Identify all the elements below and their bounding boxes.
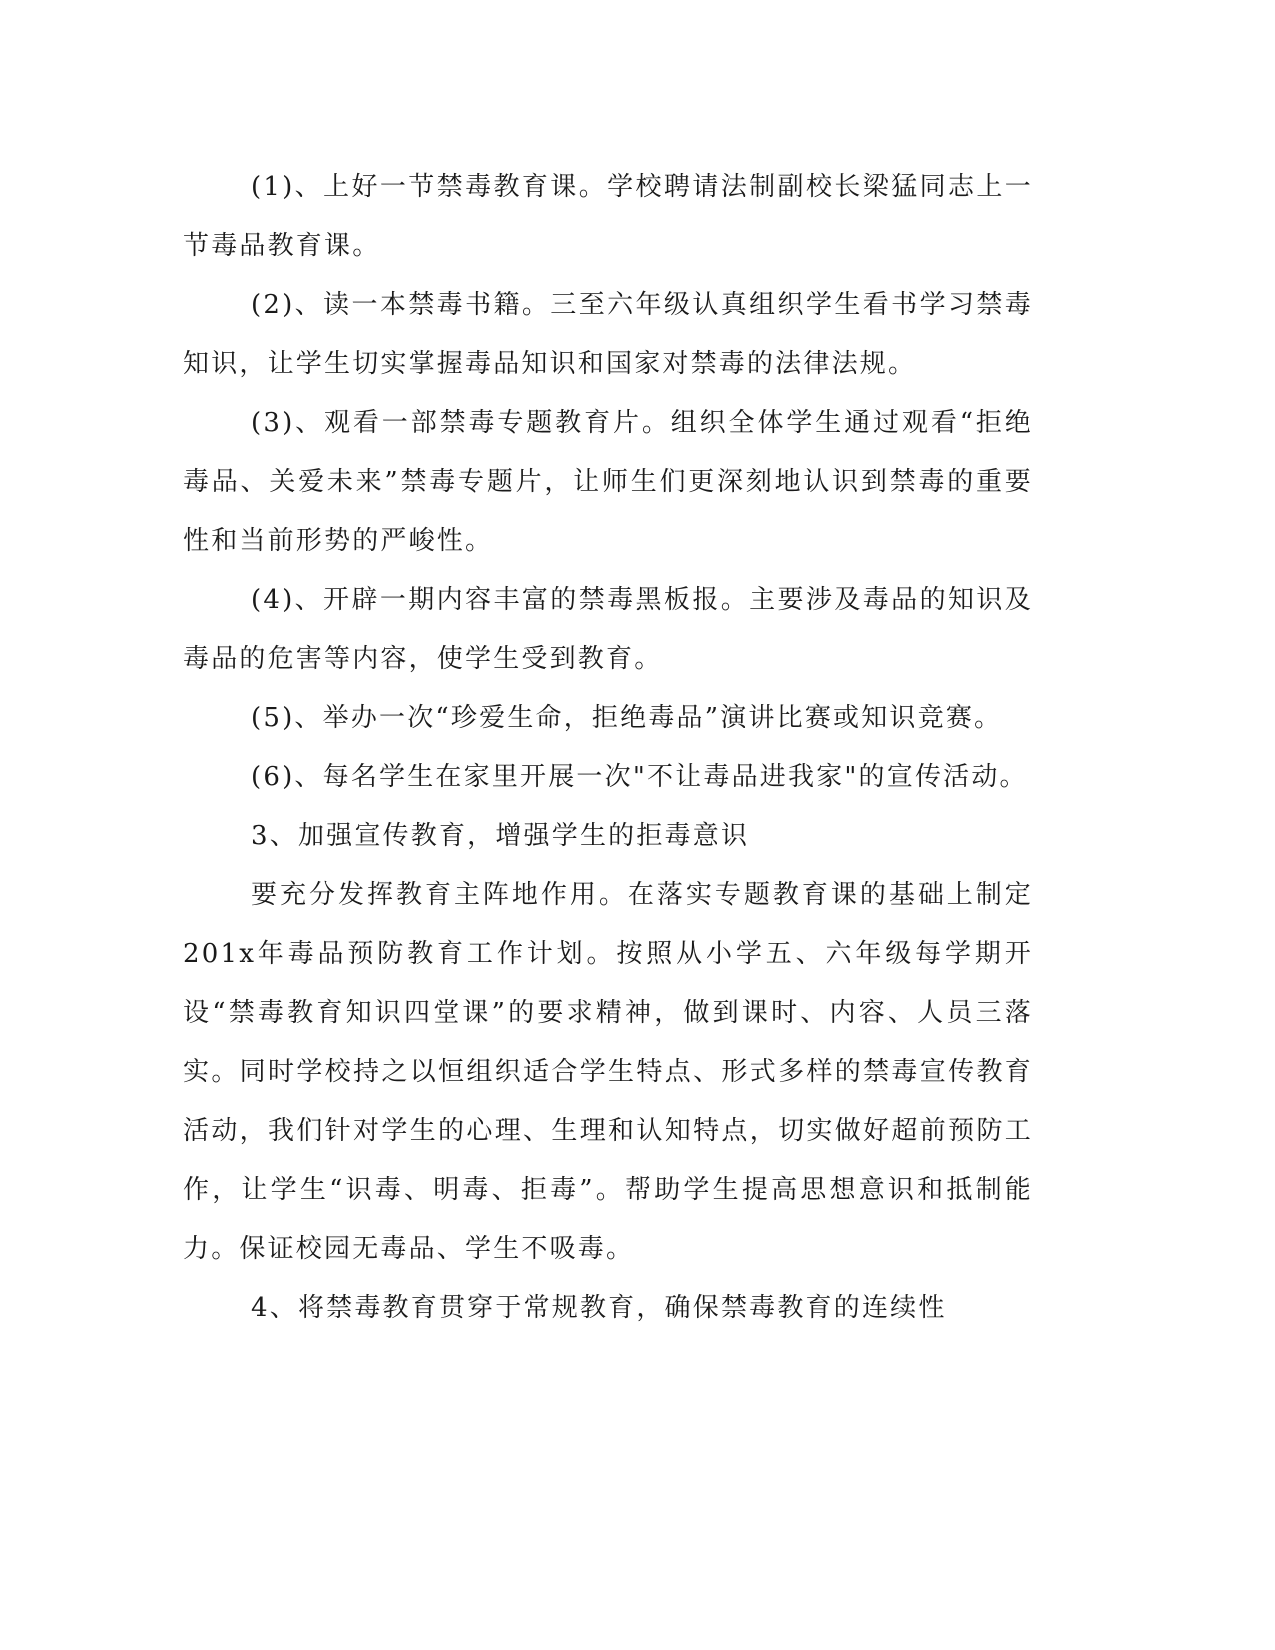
section-heading-3: 3、加强宣传教育，增强学生的拒毒意识 (251, 821, 750, 851)
section-heading-4: 4、将禁毒教育贯穿于常规教育，确保禁毒教育的连续性 (251, 1293, 947, 1323)
paragraph-item-1: (1)、上好一节禁毒教育课。学校聘请法制副校长梁猛同志上一节毒品教育课。 (183, 172, 1033, 261)
paragraph-item-5: (5)、举办一次“珍爱生命，拒绝毒品”演讲比赛或知识竞赛。 (251, 703, 1003, 733)
paragraph-item-4: (4)、开辟一期内容丰富的禁毒黑板报。主要涉及毒品的知识及毒品的危害等内容，使学生受到教育。 (183, 585, 1033, 674)
paragraph-item-3: (3)、观看一部禁毒专题教育片。组织全体学生通过观看“拒绝毒品、关爱未来”禁毒专题片，让师生们更深刻地认识到禁毒的重要性和当前形势的严峻性。 (183, 408, 1033, 556)
document-body (183, 158, 1033, 1338)
paragraph-item-7: 要充分发挥教育主阵地作用。在落实专题教育课的基础上制定201x年毒品预防教育工作计划。按照从小学五、六年级每学期开设“禁毒教育知识四堂课”的要求精神，做到课时、内容、人员三落实。同时学校持之以恒组织适合学生特点、形式多样的禁毒宣传教育活动，我们针对学生的心理、生理和认知特点，切实做好超前预防工作，让学生“识毒、明毒、拒毒”。帮助学生提高思想意识和抵制能力。保证校园无毒品、学生不吸毒。 (183, 880, 1033, 1264)
paragraph-item-2: (2)、读一本禁毒书籍。三至六年级认真组织学生看书学习禁毒知识，让学生切实掌握毒品知识和国家对禁毒的法律法规。 (183, 290, 1033, 379)
paragraph-item-6: (6)、每名学生在家里开展一次"不让毒品进我家"的宣传活动。 (251, 762, 1028, 792)
